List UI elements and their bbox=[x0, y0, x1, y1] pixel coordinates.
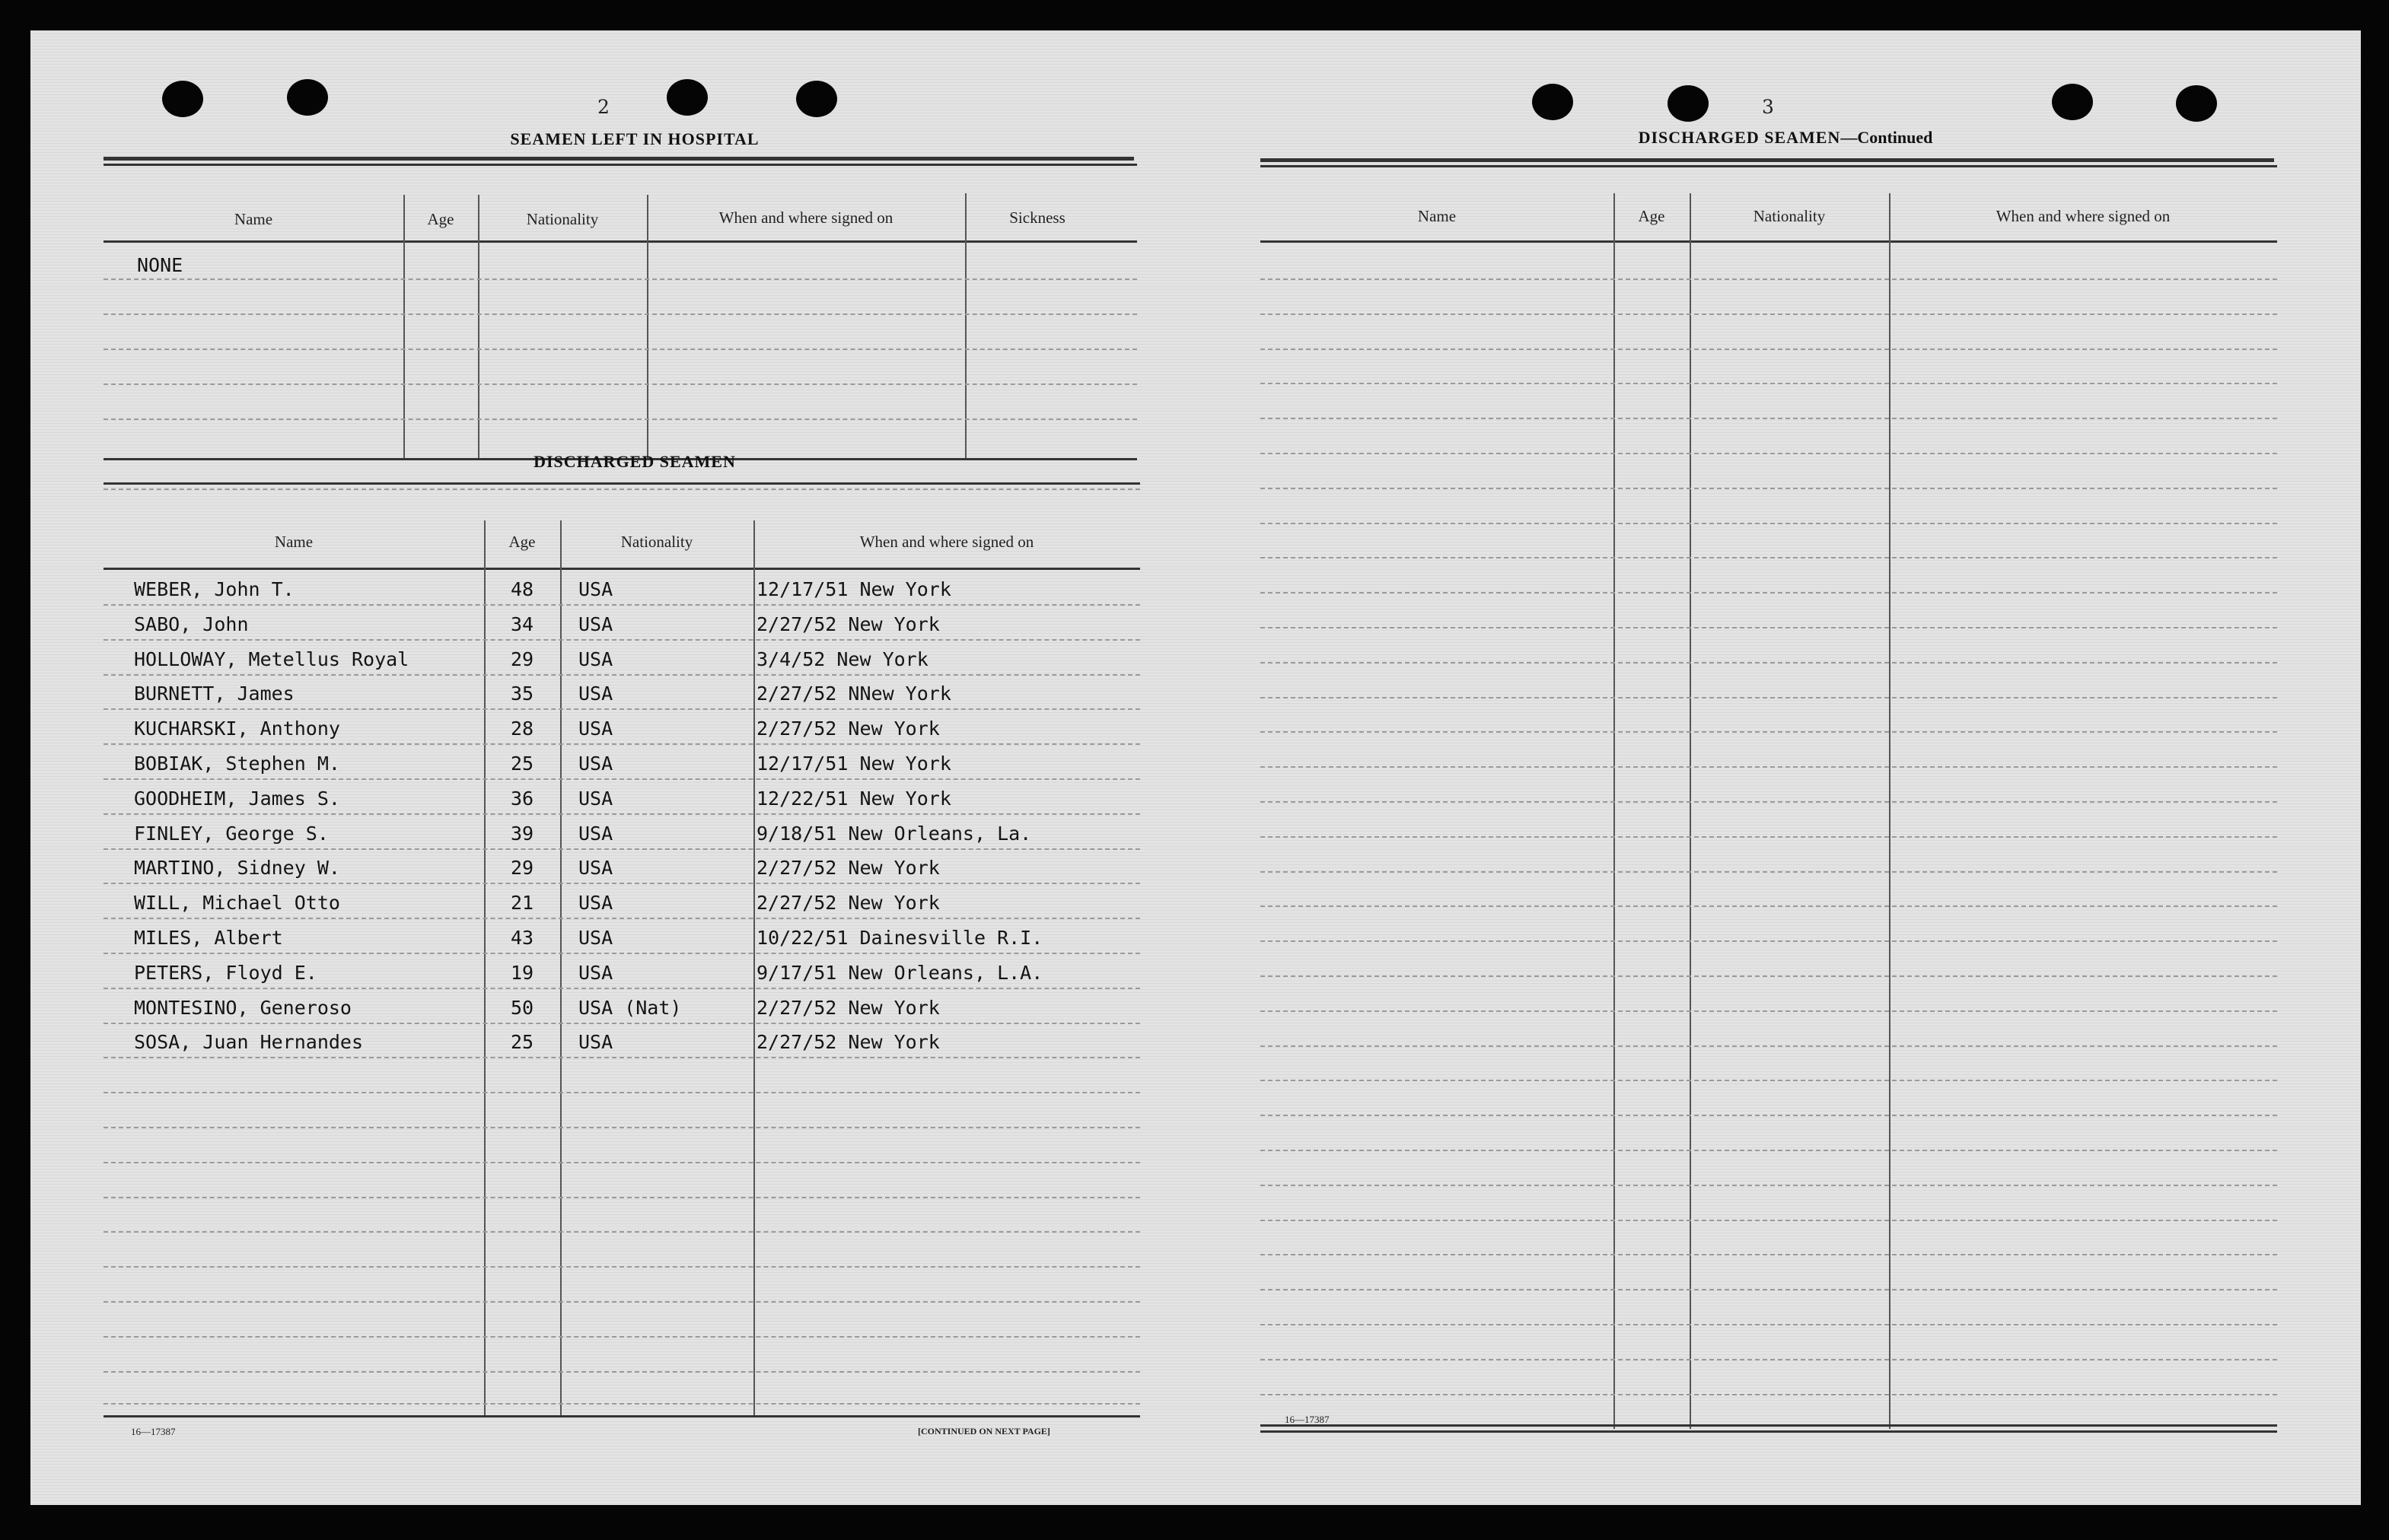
seaman-signed-on: 2/27/52 New York bbox=[757, 857, 940, 880]
seaman-nationality: USA bbox=[578, 961, 613, 984]
row-rule bbox=[1260, 523, 2277, 524]
row-rule bbox=[104, 1023, 1140, 1024]
seaman-signed-on: 12/17/51 New York bbox=[757, 752, 951, 775]
seaman-age: 25 bbox=[510, 1031, 534, 1054]
column-header-name: Name bbox=[1417, 207, 1457, 225]
document-sheet bbox=[30, 30, 2361, 1505]
seaman-signed-on: 2/27/52 New York bbox=[757, 718, 940, 740]
row-rule bbox=[1260, 975, 2277, 977]
row-rule bbox=[104, 604, 1140, 606]
row-rule bbox=[1260, 871, 2277, 873]
row-rule bbox=[1260, 1394, 2277, 1395]
row-rule bbox=[1260, 1185, 2277, 1186]
row-rule bbox=[1260, 557, 2277, 558]
row-rule bbox=[104, 674, 1140, 676]
page-number-right: 3 bbox=[1762, 96, 1774, 118]
column-header-nationality: Nationality bbox=[620, 533, 693, 551]
row-rule bbox=[1260, 488, 2277, 489]
discharged-section-title: DISCHARGED SEAMEN bbox=[534, 452, 736, 471]
row-rule bbox=[104, 918, 1140, 919]
row-rule bbox=[104, 883, 1140, 884]
column-header-signed-on: When and where signed on bbox=[718, 208, 893, 227]
seaman-name: HOLLOWAY, Metellus Royal bbox=[134, 648, 409, 670]
seaman-age: 50 bbox=[510, 996, 534, 1019]
punch-hole bbox=[667, 79, 708, 116]
seaman-name: MONTESINO, Generoso bbox=[134, 996, 352, 1019]
row-rule bbox=[1260, 662, 2277, 663]
column-header-signed-on: When and where signed on bbox=[1996, 207, 2171, 225]
row-rule bbox=[1260, 731, 2277, 733]
row-rule bbox=[104, 1057, 1140, 1058]
seaman-signed-on: 12/22/51 New York bbox=[757, 787, 951, 810]
right-title-suffix: —Continued bbox=[1840, 128, 1933, 147]
row-rule bbox=[104, 953, 1140, 954]
row-rule bbox=[1260, 383, 2277, 384]
seaman-name: BURNETT, James bbox=[134, 682, 295, 705]
column-header-age: Age bbox=[427, 210, 454, 228]
seaman-name: WEBER, John T. bbox=[134, 578, 295, 600]
column-header-age: Age bbox=[1638, 207, 1665, 225]
row-rule bbox=[1260, 313, 2277, 315]
row-rule bbox=[104, 1162, 1140, 1163]
punch-hole bbox=[796, 81, 837, 117]
seaman-signed-on: 2/27/52 New York bbox=[757, 1031, 940, 1054]
seaman-signed-on: 9/17/51 New Orleans, L.A. bbox=[757, 961, 1043, 984]
seaman-nationality: USA bbox=[578, 822, 613, 845]
seaman-name: KUCHARSKI, Anthony bbox=[134, 718, 340, 740]
seaman-nationality: USA bbox=[578, 682, 613, 705]
punch-hole bbox=[162, 81, 203, 117]
seaman-nationality: USA bbox=[578, 892, 613, 915]
form-code-right: 16—17387 bbox=[1285, 1414, 1330, 1425]
row-rule bbox=[1260, 1010, 2277, 1012]
row-rule bbox=[104, 1127, 1140, 1128]
column-header-name: Name bbox=[274, 533, 314, 551]
row-rule bbox=[1260, 940, 2277, 942]
row-rule bbox=[104, 1336, 1140, 1338]
row-rule bbox=[104, 1231, 1140, 1233]
seaman-nationality: USA bbox=[578, 718, 613, 740]
hospital-table bbox=[104, 157, 1137, 461]
row-rule bbox=[104, 1266, 1140, 1268]
seaman-age: 35 bbox=[510, 682, 534, 705]
seaman-age: 48 bbox=[510, 578, 534, 600]
seaman-age: 25 bbox=[510, 752, 534, 775]
seaman-signed-on: 3/4/52 New York bbox=[757, 648, 929, 670]
form-code-left: 16—17387 bbox=[131, 1426, 176, 1437]
row-rule bbox=[1260, 1080, 2277, 1081]
row-rule bbox=[1260, 627, 2277, 628]
row-rule bbox=[1260, 278, 2277, 280]
seaman-nationality: USA (Nat) bbox=[578, 996, 682, 1019]
row-rule bbox=[1260, 836, 2277, 838]
seaman-name: SABO, John bbox=[134, 612, 249, 635]
column-header-name: Name bbox=[234, 210, 273, 228]
row-rule bbox=[1260, 1220, 2277, 1221]
punch-hole bbox=[2052, 84, 2093, 120]
seaman-nationality: USA bbox=[578, 787, 613, 810]
seaman-age: 43 bbox=[510, 927, 534, 949]
row-rule bbox=[1260, 1359, 2277, 1360]
seaman-nationality: USA bbox=[578, 927, 613, 949]
seaman-age: 28 bbox=[510, 718, 534, 740]
row-rule bbox=[104, 708, 1140, 710]
seaman-signed-on: 10/22/51 Dainesville R.I. bbox=[757, 927, 1043, 949]
column-header-nationality: Nationality bbox=[526, 210, 599, 228]
row-rule bbox=[1260, 1254, 2277, 1255]
row-rule bbox=[1260, 1324, 2277, 1325]
seaman-nationality: USA bbox=[578, 1031, 613, 1054]
row-rule bbox=[104, 639, 1140, 641]
row-rule bbox=[1260, 1045, 2277, 1047]
row-rule bbox=[104, 813, 1140, 815]
seaman-signed-on: 2/27/52 NNew York bbox=[757, 682, 951, 705]
row-rule bbox=[104, 848, 1140, 850]
row-rule bbox=[1260, 697, 2277, 698]
seaman-age: 29 bbox=[510, 648, 534, 670]
seaman-age: 36 bbox=[510, 787, 534, 810]
row-rule bbox=[1260, 766, 2277, 768]
row-rule bbox=[104, 988, 1140, 989]
row-rule bbox=[104, 1092, 1140, 1093]
row-rule bbox=[1260, 418, 2277, 419]
punch-hole bbox=[1668, 85, 1709, 122]
punch-hole bbox=[1532, 84, 1573, 120]
discharged-continued-table bbox=[1260, 158, 2277, 1437]
punch-hole bbox=[287, 79, 328, 116]
row-rule bbox=[104, 1301, 1140, 1303]
row-rule bbox=[1260, 1289, 2277, 1290]
seaman-age: 29 bbox=[510, 857, 534, 880]
discharged-table bbox=[104, 482, 1140, 1421]
page-number-left: 2 bbox=[597, 96, 610, 118]
seaman-age: 19 bbox=[510, 961, 534, 984]
seaman-nationality: USA bbox=[578, 752, 613, 775]
row-rule bbox=[104, 743, 1140, 745]
seaman-age: 21 bbox=[510, 892, 534, 915]
seaman-name: MILES, Albert bbox=[134, 927, 283, 949]
seaman-age: 34 bbox=[510, 612, 534, 635]
row-rule bbox=[104, 1197, 1140, 1198]
continued-note: [CONTINUED ON NEXT PAGE] bbox=[918, 1426, 1050, 1437]
seaman-name: SOSA, Juan Hernandes bbox=[134, 1031, 364, 1054]
seaman-signed-on: 12/17/51 New York bbox=[757, 578, 951, 600]
row-rule bbox=[104, 1371, 1140, 1373]
seaman-nationality: USA bbox=[578, 612, 613, 635]
row-rule bbox=[1260, 905, 2277, 907]
right-title-main: DISCHARGED SEAMEN bbox=[1638, 128, 1841, 147]
seaman-name: FINLEY, George S. bbox=[134, 822, 329, 845]
seaman-signed-on: 2/27/52 New York bbox=[757, 996, 940, 1019]
seaman-nationality: USA bbox=[578, 578, 613, 600]
seaman-name: MARTINO, Sidney W. bbox=[134, 857, 340, 880]
seaman-name: BOBIAK, Stephen M. bbox=[134, 752, 340, 775]
column-header-nationality: Nationality bbox=[1753, 207, 1826, 225]
row-rule bbox=[1260, 1150, 2277, 1151]
column-header-age: Age bbox=[508, 533, 536, 551]
hospital-row-name: NONE bbox=[137, 254, 183, 276]
seaman-name: WILL, Michael Otto bbox=[134, 892, 340, 915]
seaman-signed-on: 2/27/52 New York bbox=[757, 612, 940, 635]
row-rule bbox=[1260, 348, 2277, 350]
column-header-signed-on: When and where signed on bbox=[859, 533, 1034, 551]
seaman-nationality: USA bbox=[578, 857, 613, 880]
row-rule bbox=[1260, 1115, 2277, 1116]
right-section-title bbox=[1262, 128, 2309, 148]
row-rule bbox=[1260, 801, 2277, 803]
seaman-nationality: USA bbox=[578, 648, 613, 670]
seaman-name: GOODHEIM, James S. bbox=[134, 787, 340, 810]
column-header-sickness: Sickness bbox=[1009, 208, 1065, 227]
seaman-signed-on: 2/27/52 New York bbox=[757, 892, 940, 915]
row-rule bbox=[104, 778, 1140, 780]
punch-hole bbox=[2176, 85, 2217, 122]
row-rule bbox=[1260, 592, 2277, 593]
seaman-name: PETERS, Floyd E. bbox=[134, 961, 317, 984]
hospital-section-title: SEAMEN LEFT IN HOSPITAL bbox=[510, 129, 760, 148]
row-rule bbox=[1260, 453, 2277, 454]
seaman-signed-on: 9/18/51 New Orleans, La. bbox=[757, 822, 1032, 845]
seaman-age: 39 bbox=[510, 822, 534, 845]
